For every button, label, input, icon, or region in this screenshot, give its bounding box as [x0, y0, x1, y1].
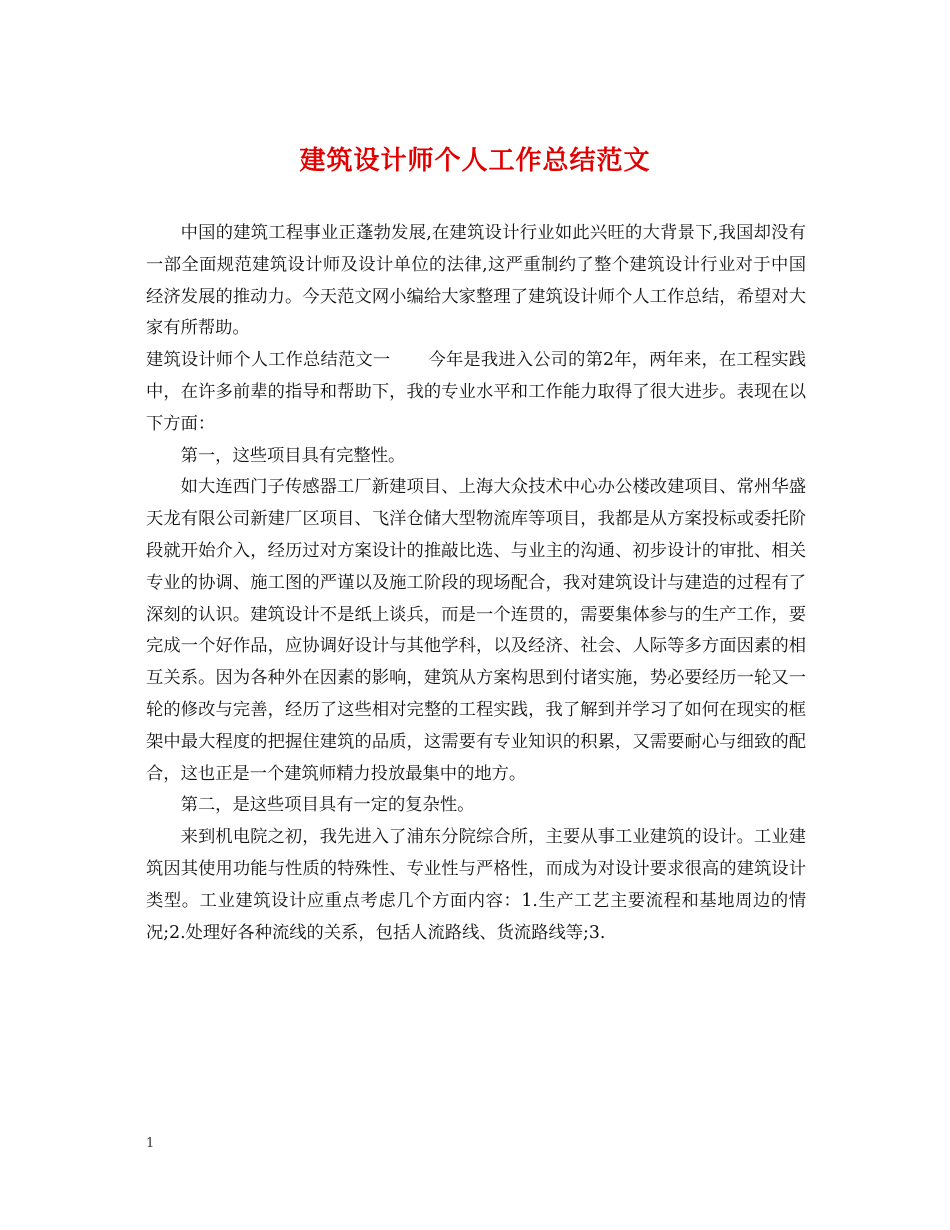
document-title: 建筑设计师个人工作总结范文 [299, 146, 651, 176]
paragraph-section-one [146, 345, 806, 440]
page-number: 1 [146, 1136, 155, 1151]
paragraph-intro: 中国的建筑工程事业正蓬勃发展,在建筑设计行业如此兴旺的大背景下,我国却没有一部全面规范建筑设计师及设计单位的法律,这严重制约了整个建筑设计行业对于中国经济发展的推动力。今天范文网小编给大家整理了建筑设计师个人工作总结，希望对大家有所帮助。 [146, 223, 806, 339]
paragraph-point-two-detail: 来到机电院之初，我先进入了浦东分院综合所，主要从事工业建筑的设计。工业建筑因其使用功能与性质的特殊性、专业性与严格性，而成为对设计要求很高的建筑设计类型。工业建筑设计应重点考虑几个方面内容：1.生产工艺主要流程和基地周边的情况;2.处理好各种流线的关系，包括人流路线、货流路线等;3. [146, 827, 806, 943]
section-opening: 今年是我进入公司的第2年，两年来，在工程实践中，在许多前辈的指导和帮助下，我的专业水平和工作能力取得了很大进步。表现在以下方面： [146, 350, 806, 434]
paragraph-point-one-detail: 如大连西门子传感器工厂新建项目、上海大众技术中心办公楼改建项目、常州华盛天龙有限公司新建厂区项目、飞洋仓储大型物流库等项目，我都是从方案投标或委托阶段就开始介入，经历过对方案设计的推敲比选、与业主的沟通、初步设计的审批、相关专业的协调、施工图的严谨以及施工阶段的现场配合，我对建筑设计与建造的过程有了深刻的认识。建筑设计不是纸上谈兵，而是一个连贯的，需要集体参与的生产工作，要完成一个好作品，应协调好设计与其他学科，以及经济、社会、人际等多方面因素的相互关系。因为各种外在因素的影响，建筑从方案构思到付诸实施，势必要经历一轮又一轮的修改与完善，经历了这些相对完整的工程实践，我了解到并学习了如何在现实的框架中最大程度的把握住建筑的品质，这需要有专业知识的积累，又需要耐心与细致的配合，这也正是一个建筑师精力投放最集中的地方。 [146, 477, 806, 784]
document-body [146, 218, 806, 949]
paragraph-point-one: 第一，这些项目具有完整性。 [180, 445, 406, 466]
section-heading: 建筑设计师个人工作总结范文一 [146, 350, 391, 371]
paragraph-point-two: 第二，是这些项目具有一定的复杂性。 [180, 795, 475, 816]
